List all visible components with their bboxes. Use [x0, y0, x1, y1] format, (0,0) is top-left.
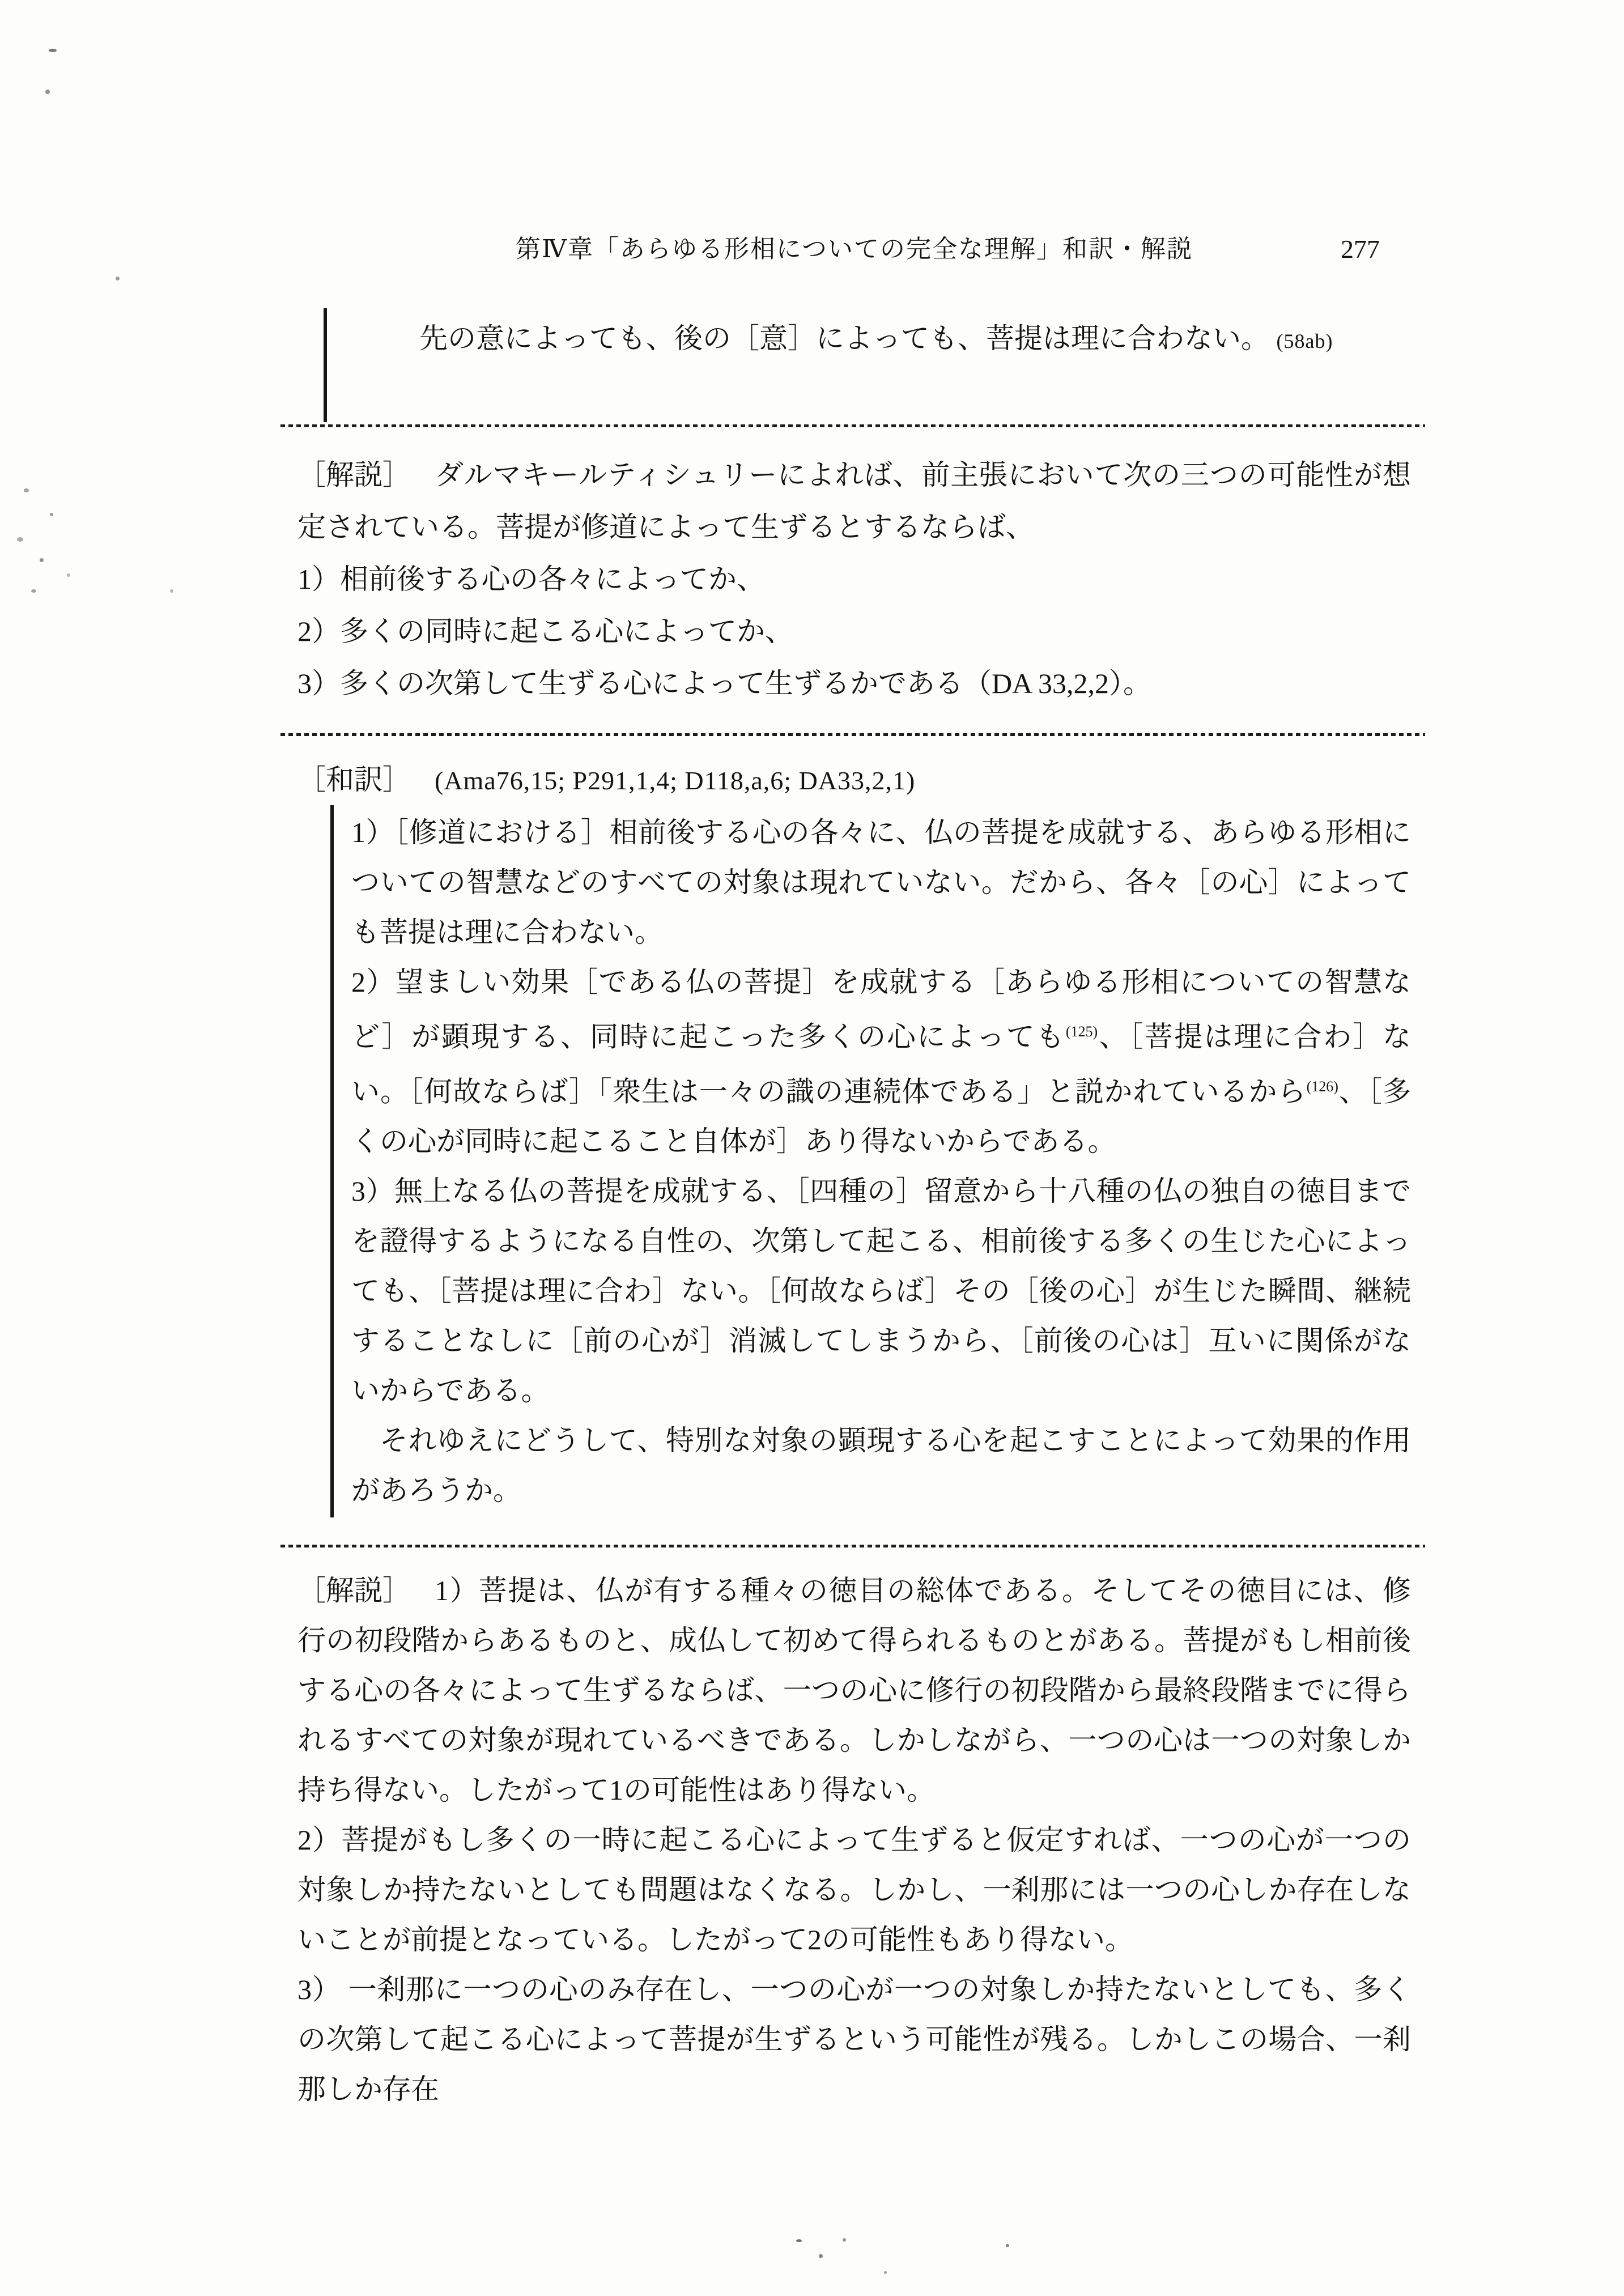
commentary-2-paragraph-1	[297, 1566, 1411, 1815]
verse-quote	[324, 308, 1411, 422]
dashed-separator	[280, 424, 1425, 427]
translation-paragraph-2	[351, 957, 1411, 1166]
commentary-label: ［解説］	[297, 459, 411, 491]
paragraph-2-part: 、［多くの心が同時に起こること自体が］あり得ないからである。	[351, 1075, 1412, 1158]
commentary-label: ［解説］	[297, 1575, 411, 1607]
commentary-2-paragraph-2: 2）菩提がもし多くの一時に起こる心によって生ずると仮定すれば、一つの心が一つの対象しか持たないとしても問題はなくなる。しかし、一刹那には一つの心しか存在しないことが前提となっている。したがって2の可能性もあり得ない。	[297, 1824, 1411, 1956]
running-head	[297, 0, 1411, 267]
list-item: 2）多くの同時に起こる心によってか、	[297, 615, 793, 647]
translation-block	[330, 805, 1411, 1517]
list-item: 3）多くの次第して生ずる心によって生ずるかである（DA 33,2,2）。	[297, 667, 1151, 699]
translation-heading	[297, 762, 1411, 798]
translation-section	[297, 762, 1411, 1517]
list-item: 1）相前後する心の各々によってか、	[297, 563, 765, 595]
possibility-list	[297, 553, 1411, 709]
translation-paragraph-3: 3）無上なる仏の菩提を成就する、［四種の］留意から十八種の仏の独自の徳目までを證得するようになる自性の、次第して起こる、相前後する多くの生じた心によっても、［菩提は理に合わ］ない。［何故ならば］その［後の心］が生じた瞬間、継続することなしに［前の心が］消滅してしまうから、［前後の心は］互いに関係がないからである。	[351, 1175, 1411, 1407]
commentary-1-text: ダルマキールティシュリーによれば、前主張において次の三つの可能性が想定されている。菩提が修道によって生ずるとするならば、	[297, 459, 1411, 543]
translation-paragraph-1: 1）［修道における］相前後する心の各々に、仏の菩提を成就する、あらゆる形相についての智慧などのすべての対象は現れていない。だから、各々［の心］によっても菩提は理に合わない。	[351, 817, 1411, 948]
translation-label: ［和訳］	[297, 764, 411, 796]
footnote-marker: (126)	[1306, 1078, 1338, 1095]
text-column	[297, 0, 1411, 2114]
verse-text: 先の意によっても、後の［意］によっても、菩提は理に合わない。	[419, 322, 1269, 354]
chapter-title: 第Ⅳ章「あらゆる形相についての完全な理解」和訳・解説	[515, 235, 1193, 263]
paragraph-2-part: 、［菩提は理に合わ］ない。［何故ならば］「衆生は一々の識の連続体である」と説かれているから	[351, 1021, 1412, 1108]
verse-number: (58ab)	[1276, 330, 1333, 352]
translation-paragraph-4: それゆえにどうして、特別な対象の顕現する心を起こすことによって効果的作用があろうか。	[351, 1425, 1411, 1507]
source-references: (Ama76,15; P291,1,4; D118,a,6; DA33,2,1)	[435, 766, 916, 795]
commentary-2-paragraph-3: 3） 一刹那に一つの心のみ存在し、一つの心が一つの対象しか持たないとしても、多くの次第して起こる心によって菩提が生ずるという可能性が残る。しかしこの場合、一刹那しか存在	[297, 1974, 1411, 2106]
commentary-2-text-1: 1）菩提は、仏が有する種々の徳目の総体である。そしてその徳目には、修行の初段階からあるものと、成仏して初めて得られるものとがある。菩提がもし相前後する心の各々によって生ずるならば、一つの心に修行の初段階から最終段階までに得られるすべての対象が現れているべきである。しかしながら、一つの心は一つの対象しか持ち得ない。したがって1の可能性はあり得ない。	[297, 1575, 1411, 1806]
dashed-separator	[280, 733, 1425, 736]
commentary-1-paragraph	[297, 449, 1411, 553]
paragraph-2-part: 2）望ましい効果［である仏の菩提］を成就する［あらゆる形相についての智慧など］が顕現する、同時に起こった多くの心によっても	[351, 966, 1411, 1053]
footnote-marker: (125)	[1065, 1023, 1098, 1040]
commentary-section-2	[297, 1566, 1411, 2114]
page-number: 277	[1341, 235, 1380, 263]
dashed-separator	[280, 1545, 1425, 1547]
commentary-section-1	[297, 449, 1411, 709]
